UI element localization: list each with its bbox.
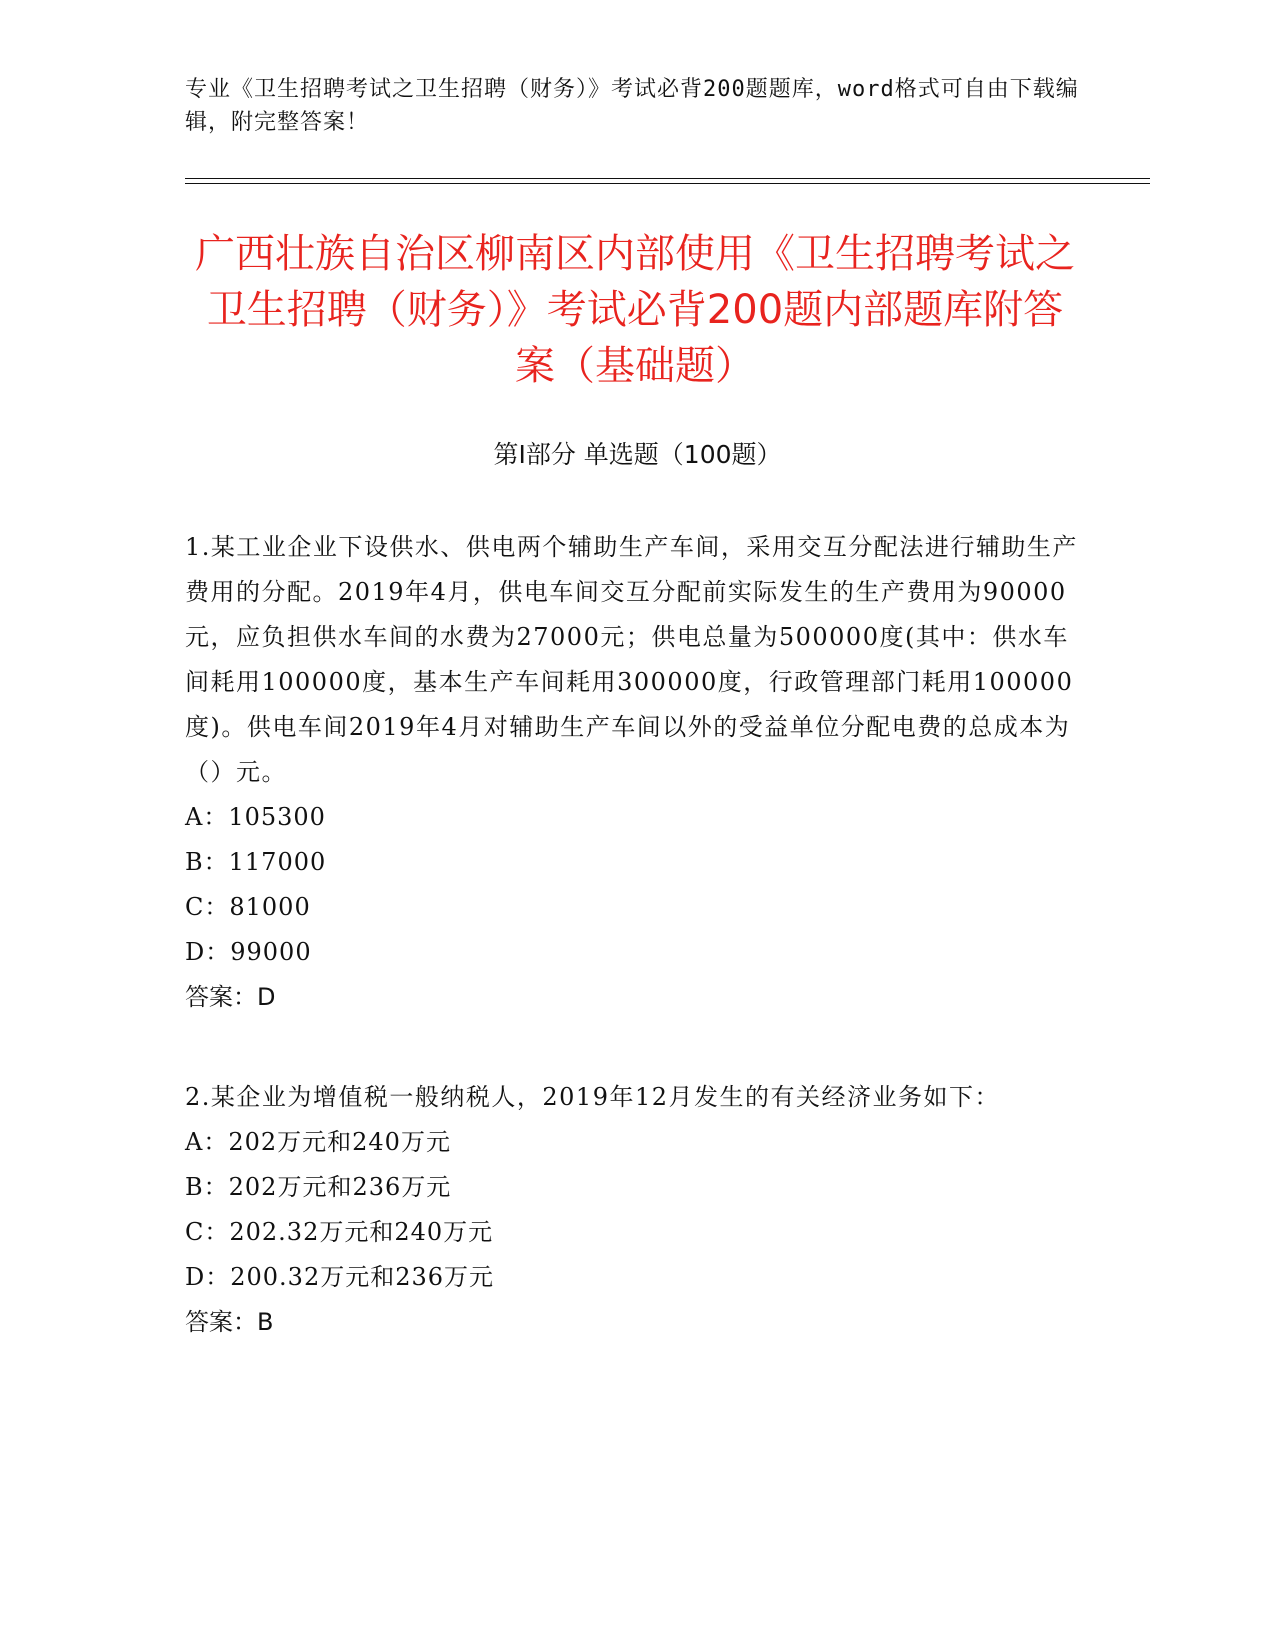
option-a: A：105300: [185, 803, 326, 831]
option-b: B：202万元和236万元: [185, 1173, 452, 1201]
question-2: [185, 1075, 1085, 1345]
option-list: [185, 1120, 1085, 1300]
option-d: D：99000: [185, 938, 312, 966]
header-divider-top: [185, 178, 1150, 179]
option-b: B：117000: [185, 848, 327, 876]
question-1: [185, 525, 1085, 1020]
answer-line: 答案：B: [185, 1308, 274, 1336]
option-c: C：81000: [185, 893, 311, 921]
option-list: [185, 795, 1085, 975]
question-stem: 1.某工业企业下设供水、供电两个辅助生产车间，采用交互分配法进行辅助生产费用的分配。2019年4月，供电车间交互分配前实际发生的生产费用为90000元，应负担供水车间的水费为27000元；供电总量为500000度(其中：供水车间耗用100000度，基本生产车间耗用300000度，行政管理部门耗用100000度)。供电车间2019年4月对辅助生产车间以外的受益单位分配电费的总成本为（）元。: [185, 533, 1078, 786]
intro-text: 专业《卫生招聘考试之卫生招聘（财务）》考试必背200题题库，word格式可自由下载编辑，附完整答案！: [185, 77, 1079, 135]
header-divider-bottom: [185, 183, 1150, 184]
option-a: A：202万元和240万元: [185, 1128, 451, 1156]
question-stem: 2.某企业为增值税一般纳税人，2019年12月发生的有关经济业务如下：: [185, 1083, 1001, 1111]
option-d: D：200.32万元和236万元: [185, 1263, 495, 1291]
answer-line: 答案：D: [185, 983, 276, 1011]
document-title: 广西壮族自治区柳南区内部使用《卫生招聘考试之卫生招聘（财务）》考试必背200题内部题库附答案（基础题）: [195, 231, 1075, 389]
section-heading: 第Ⅰ部分 单选题（100题）: [493, 440, 782, 469]
option-c: C：202.32万元和240万元: [185, 1218, 494, 1246]
